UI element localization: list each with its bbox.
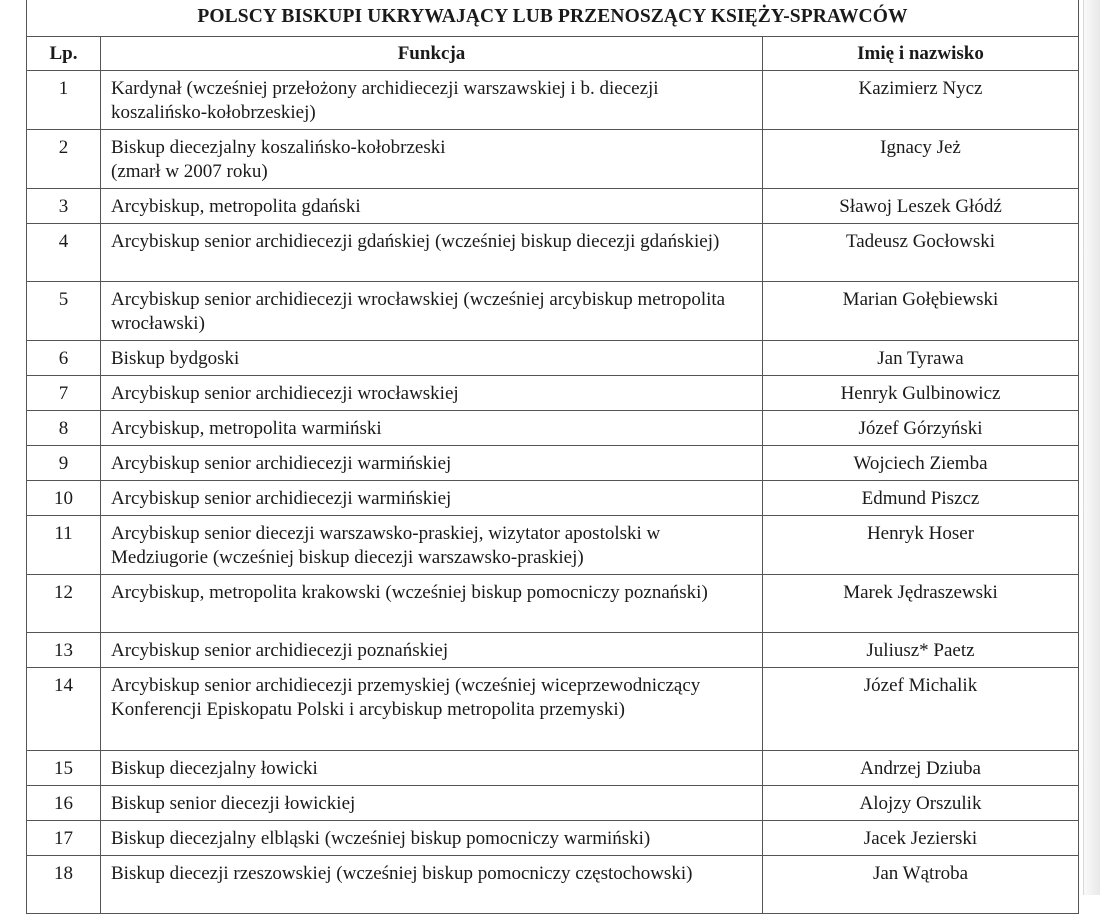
table-row (27, 786, 1079, 821)
bishops-table (26, 0, 1079, 914)
table-row (27, 71, 1079, 130)
cell-funkcja: Biskup diecezji rzeszowskiej (wcześniej biskup pomocniczy częstochowski) (101, 856, 763, 914)
cell-funkcja: Arcybiskup senior diecezji warszawsko-praskiej, wizytator apostolski w Medziugorie (wcześniej biskup diecezji warszawsko-praskiej) (101, 516, 763, 575)
cell-imie: Sławoj Leszek Głódź (763, 189, 1079, 224)
cell-funkcja: Arcybiskup senior archidiecezji wrocławskiej (wcześniej arcybiskup metropolita wrocławski) (101, 282, 763, 341)
cell-imie: Jacek Jezierski (763, 821, 1079, 856)
header-row (27, 37, 1079, 71)
cell-imie: Wojciech Ziemba (763, 446, 1079, 481)
cell-imie: Andrzej Dziuba (763, 751, 1079, 786)
cell-funkcja: Biskup bydgoski (101, 341, 763, 376)
cell-lp: 18 (27, 856, 101, 914)
cell-imie: Henryk Gulbinowicz (763, 376, 1079, 411)
cell-lp: 15 (27, 751, 101, 786)
cell-lp: 16 (27, 786, 101, 821)
table-row (27, 446, 1079, 481)
cell-imie: Kazimierz Nycz (763, 71, 1079, 130)
cell-funkcja: Biskup diecezjalny koszalińsko-kołobrzeski (zmarł w 2007 roku) (101, 130, 763, 189)
cell-funkcja: Arcybiskup, metropolita krakowski (wcześniej biskup pomocniczy poznański) (101, 575, 763, 633)
header-imie: Imię i nazwisko (763, 37, 1079, 71)
cell-imie: Marian Gołębiewski (763, 282, 1079, 341)
cell-funkcja: Biskup diecezjalny elbląski (wcześniej biskup pomocniczy warmiński) (101, 821, 763, 856)
table-row (27, 224, 1079, 282)
cell-lp: 6 (27, 341, 101, 376)
table-row (27, 130, 1079, 189)
cell-imie: Tadeusz Gocłowski (763, 224, 1079, 282)
table-row (27, 821, 1079, 856)
table-row (27, 575, 1079, 633)
cell-lp: 7 (27, 376, 101, 411)
cell-funkcja: Arcybiskup, metropolita warmiński (101, 411, 763, 446)
cell-imie: Józef Górzyński (763, 411, 1079, 446)
cell-lp: 14 (27, 668, 101, 751)
table-title: POLSCY BISKUPI UKRYWAJĄCY LUB PRZENOSZĄCY KSIĘŻY-SPRAWCÓW (27, 0, 1079, 37)
cell-funkcja: Arcybiskup senior archidiecezji gdańskiej (wcześniej biskup diecezji gdańskiej) (101, 224, 763, 282)
cell-imie: Juliusz* Paetz (763, 633, 1079, 668)
cell-imie: Marek Jędraszewski (763, 575, 1079, 633)
cell-lp: 9 (27, 446, 101, 481)
cell-funkcja: Arcybiskup senior archidiecezji warmińskiej (101, 481, 763, 516)
cell-lp: 3 (27, 189, 101, 224)
cell-funkcja: Arcybiskup, metropolita gdański (101, 189, 763, 224)
table-row (27, 856, 1079, 914)
table-row (27, 751, 1079, 786)
cell-imie: Jan Wątroba (763, 856, 1079, 914)
cell-lp: 17 (27, 821, 101, 856)
cell-imie: Henryk Hoser (763, 516, 1079, 575)
cell-funkcja: Arcybiskup senior archidiecezji poznańskiej (101, 633, 763, 668)
table-row (27, 481, 1079, 516)
table-row (27, 633, 1079, 668)
cell-imie: Edmund Piszcz (763, 481, 1079, 516)
cell-imie: Ignacy Jeż (763, 130, 1079, 189)
header-lp: Lp. (27, 37, 101, 71)
cell-imie: Alojzy Orszulik (763, 786, 1079, 821)
page-edge-shadow (1083, 0, 1100, 895)
table-row (27, 282, 1079, 341)
cell-funkcja: Biskup senior diecezji łowickiej (101, 786, 763, 821)
cell-lp: 11 (27, 516, 101, 575)
table-row (27, 341, 1079, 376)
header-funkcja: Funkcja (101, 37, 763, 71)
cell-lp: 1 (27, 71, 101, 130)
cell-lp: 5 (27, 282, 101, 341)
cell-funkcja: Biskup diecezjalny łowicki (101, 751, 763, 786)
cell-imie: Jan Tyrawa (763, 341, 1079, 376)
cell-lp: 10 (27, 481, 101, 516)
cell-funkcja: Kardynał (wcześniej przełożony archidiecezji warszawskiej i b. diecezji koszalińsko-kołobrzeskiej) (101, 71, 763, 130)
cell-lp: 12 (27, 575, 101, 633)
cell-funkcja: Arcybiskup senior archidiecezji warmińskiej (101, 446, 763, 481)
cell-lp: 4 (27, 224, 101, 282)
cell-lp: 2 (27, 130, 101, 189)
table-row (27, 668, 1079, 751)
cell-lp: 8 (27, 411, 101, 446)
table-row (27, 516, 1079, 575)
cell-funkcja: Arcybiskup senior archidiecezji wrocławskiej (101, 376, 763, 411)
table-row (27, 411, 1079, 446)
cell-lp: 13 (27, 633, 101, 668)
cell-imie: Józef Michalik (763, 668, 1079, 751)
table-row (27, 189, 1079, 224)
title-row (27, 0, 1079, 37)
table-row (27, 376, 1079, 411)
cell-funkcja: Arcybiskup senior archidiecezji przemyskiej (wcześniej wiceprzewodniczący Konferencji Episkopatu Polski i arcybiskup metropolita przemyski) (101, 668, 763, 751)
